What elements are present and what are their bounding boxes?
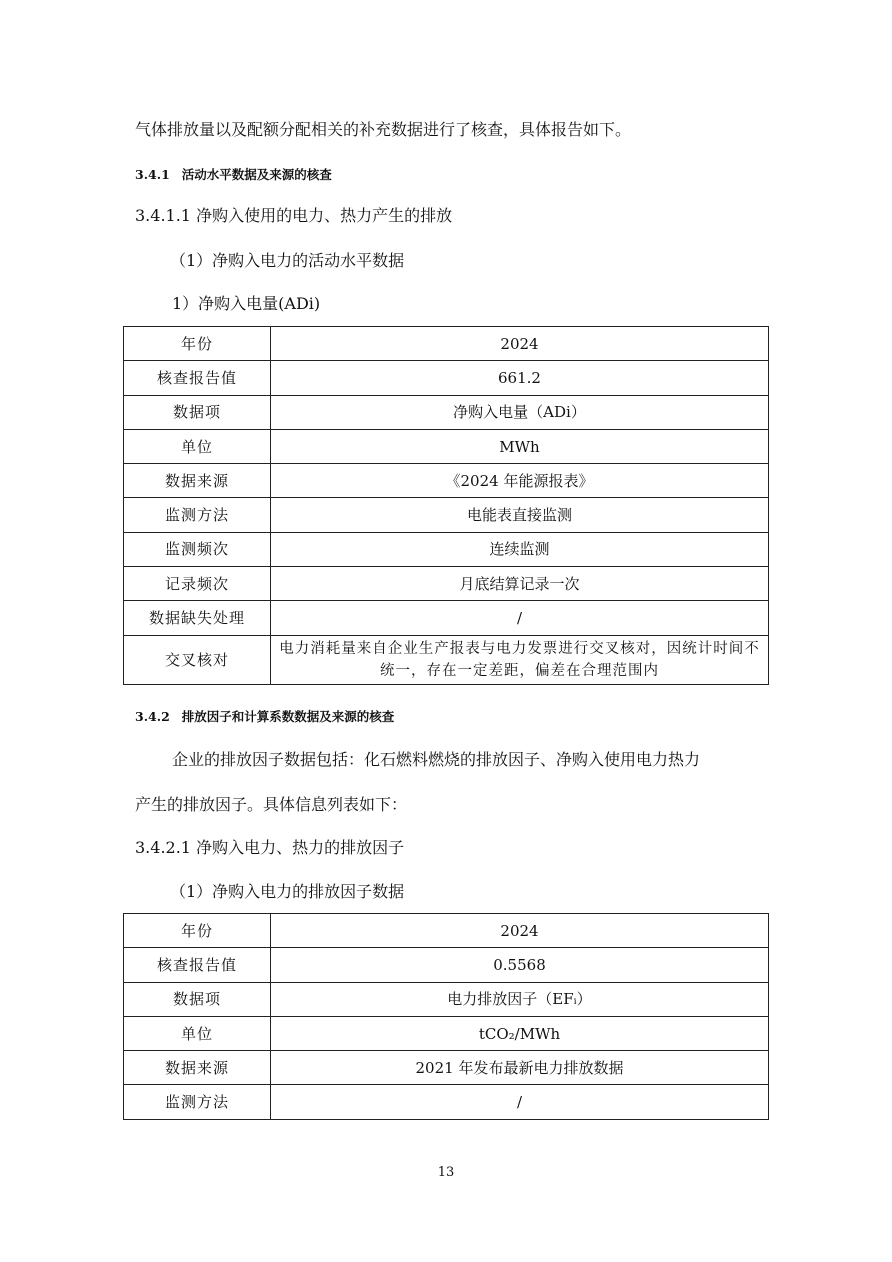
row-value: 电力消耗量来自企业生产报表与电力发票进行交叉核对，因统计时间不统一，存在一定差距，偏差在合理范围内 <box>271 635 769 684</box>
table-row <box>124 498 769 532</box>
row-label: 年份 <box>124 327 271 361</box>
section-title: 排放因子和计算系数数据及来源的核查 <box>181 709 395 724</box>
item-heading: （1）净购入电力的排放因子数据 <box>170 882 405 901</box>
row-value: 净购入电量（ADi） <box>271 395 769 429</box>
row-value: 电能表直接监测 <box>271 498 769 532</box>
row-label: 交叉核对 <box>124 635 271 684</box>
subsection-heading-3-4-1-1: 3.4.1.1 净购入使用的电力、热力产生的排放 <box>135 206 453 225</box>
subitem-heading: 1）净购入电量(ADi) <box>172 294 321 313</box>
row-value: 月底结算记录一次 <box>271 567 769 601</box>
section-number: 3.4.1 <box>135 167 170 182</box>
row-label: 核查报告值 <box>124 948 271 982</box>
row-label: 数据项 <box>124 395 271 429</box>
paragraph-line: 产生的排放因子。具体信息列表如下： <box>135 795 408 814</box>
table-row <box>124 429 769 463</box>
table-row <box>124 532 769 566</box>
paragraph-line: 企业的排放因子数据包括：化石燃料燃烧的排放因子、净购入使用电力热力 <box>172 750 701 769</box>
row-value: 《2024 年能源报表》 <box>271 464 769 498</box>
row-label: 数据来源 <box>124 464 271 498</box>
row-label: 监测方法 <box>124 498 271 532</box>
row-label: 监测方法 <box>124 1085 271 1119</box>
row-label: 监测频次 <box>124 532 271 566</box>
row-label: 记录频次 <box>124 567 271 601</box>
row-label: 核查报告值 <box>124 361 271 395</box>
row-value: 电力排放因子（EFᵢ） <box>271 982 769 1016</box>
row-label: 数据缺失处理 <box>124 601 271 635</box>
table-row <box>124 914 769 948</box>
emission-factor-table <box>123 913 769 1120</box>
row-label: 年份 <box>124 914 271 948</box>
section-heading-3-4-2 <box>135 708 394 726</box>
table-row <box>124 567 769 601</box>
table-row <box>124 1051 769 1085</box>
row-value: / <box>271 601 769 635</box>
row-value: tCO₂/MWh <box>271 1016 769 1050</box>
intro-paragraph-line: 气体排放量以及配额分配相关的补充数据进行了核查，具体报告如下。 <box>135 120 632 139</box>
row-label: 数据来源 <box>124 1051 271 1085</box>
activity-data-table <box>123 326 769 685</box>
table-row <box>124 601 769 635</box>
row-value: 2024 <box>271 914 769 948</box>
row-label: 单位 <box>124 429 271 463</box>
row-value: 661.2 <box>271 361 769 395</box>
row-value: MWh <box>271 429 769 463</box>
row-value: 2021 年发布最新电力排放数据 <box>271 1051 769 1085</box>
table-row <box>124 395 769 429</box>
section-heading-3-4-1 <box>135 166 332 184</box>
row-label: 单位 <box>124 1016 271 1050</box>
section-number: 3.4.2 <box>135 709 170 724</box>
row-label: 数据项 <box>124 982 271 1016</box>
table-row <box>124 1016 769 1050</box>
table-row <box>124 948 769 982</box>
row-value: 连续监测 <box>271 532 769 566</box>
table-row <box>124 982 769 1016</box>
item-heading: （1）净购入电力的活动水平数据 <box>170 251 405 270</box>
row-value: / <box>271 1085 769 1119</box>
subsection-heading-3-4-2-1: 3.4.2.1 净购入电力、热力的排放因子 <box>135 838 405 857</box>
row-value: 0.5568 <box>271 948 769 982</box>
table-row <box>124 464 769 498</box>
table-row <box>124 635 769 684</box>
section-title: 活动水平数据及来源的核查 <box>181 167 332 182</box>
table-row <box>124 1085 769 1119</box>
page-number: 13 <box>437 1165 455 1180</box>
table-row <box>124 327 769 361</box>
row-value: 2024 <box>271 327 769 361</box>
table-row <box>124 361 769 395</box>
